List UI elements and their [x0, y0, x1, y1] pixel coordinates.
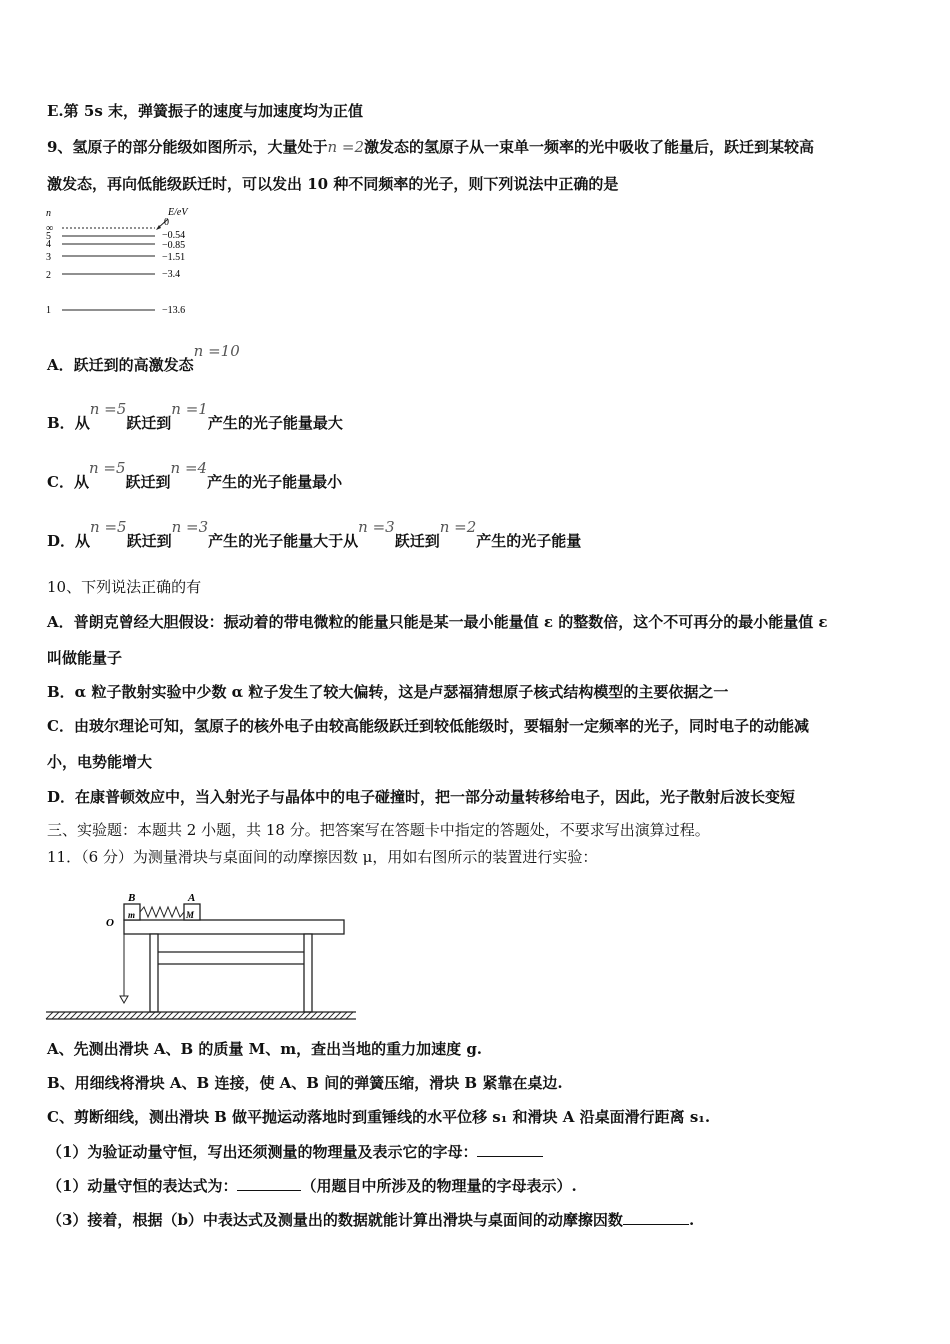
- answer-blank-2[interactable]: [237, 1176, 301, 1191]
- q11-stem: 11．（6 分）为测量滑块与桌面间的动摩擦因数 μ，用如右图所示的装置进行实验：: [47, 848, 598, 866]
- q9-option-d: D．从n =5跃迁到n =3产生的光子能量大于从n =3跃迁到n =2产生的光子能量: [47, 518, 582, 550]
- level-e-5: −0.54: [162, 230, 186, 241]
- q9-option-c: C．从n =5跃迁到n =4产生的光子能量最小: [47, 459, 343, 491]
- level-e-inf: 0: [164, 217, 169, 228]
- level-n-5: 5: [46, 231, 51, 242]
- block-b-mass: m: [128, 910, 136, 920]
- answer-blank-3[interactable]: [623, 1210, 689, 1225]
- level-e-2: −3.4: [162, 269, 181, 280]
- q9-stem-line1: 9、氢原子的部分能级如图所示，大量处于n =2激发态的氢原子从一束单一频率的光中吸收了能量后，跃迁到某较高: [47, 138, 815, 156]
- q9-option-b: B．从n =5跃迁到n =1产生的光子能量最大: [47, 400, 343, 432]
- q8-option-e: E.第 5s 末，弹簧振子的速度与加速度均为正值: [47, 102, 363, 120]
- q9-option-a: A．跃迁到的高激发态n =10: [47, 342, 240, 374]
- q10-option-a-line1: A．普朗克曾经大胆假设：振动着的带电微粒的能量只能是某一最小能量值 ε 的整数倍，这个不可再分的最小能量值 ε: [47, 613, 828, 631]
- q9-math-n2: n =2: [327, 138, 364, 156]
- q10-option-c-line2: 小，电势能增大: [47, 753, 153, 771]
- level-e-1: −13.6: [162, 305, 186, 316]
- q11-part-1a: （1）为验证动量守恒，写出还须测量的物理量及表示它的字母：: [47, 1142, 543, 1162]
- q11-step-b: B、用细线将滑块 A、B 连接，使 A、B 间的弹簧压缩，滑块 B 紧靠在桌边.: [47, 1074, 563, 1092]
- level-n-inf: ∞: [46, 223, 54, 234]
- q10-stem: 10、下列说法正确的有: [47, 578, 202, 596]
- level-n-4: 4: [46, 239, 51, 250]
- q11-part-1b: （1）动量守恒的表达式为： （用题目中所涉及的物理量的字母表示）.: [47, 1177, 577, 1195]
- level-n-3: 3: [46, 252, 51, 263]
- q11-part-3: （3）接着，根据（b）中表达式及测量出的数据就能计算出滑块与桌面间的动摩擦因数 .: [47, 1211, 695, 1229]
- level-n-2: 2: [46, 270, 51, 281]
- answer-blank-1[interactable]: [477, 1142, 543, 1157]
- q10-option-a-line2: 叫做能量子: [47, 649, 123, 667]
- energy-level-diagram: [40, 203, 210, 323]
- level-e-3: −1.51: [162, 252, 186, 263]
- section-3-heading: 三、实验题：本题共 2 小题，共 18 分。把答案写在答题卡中指定的答题处，不要求写出演算过程。: [47, 821, 710, 839]
- q10-option-b: B．α 粒子散射实验中少数 α 粒子发生了较大偏转，这是卢瑟福猜想原子核式结构模型的主要依据之一: [47, 683, 729, 701]
- apparatus-diagram: [44, 888, 364, 1024]
- label-b: B: [128, 892, 136, 904]
- q10-option-d: D．在康普顿效应中，当入射光子与晶体中的电子碰撞时，把一部分动量转移给电子，因此，光子散射后波长变短: [47, 788, 796, 806]
- level-e-4: −0.85: [162, 240, 186, 251]
- q11-step-c: C、剪断细线，测出滑块 B 做平抛运动落地时到重锤线的水平位移 s₁ 和滑块 A 沿桌面滑行距离 s₁.: [47, 1108, 711, 1126]
- q9-stem-line2: 激发态，再向低能级跃迁时，可以发出 10 种不同频率的光子，则下列说法中正确的是: [47, 175, 619, 193]
- q11-step-a: A、先测出滑块 A、B 的质量 M、m，查出当地的重力加速度 g.: [47, 1040, 483, 1058]
- label-a: A: [188, 892, 196, 904]
- diagram-e-label: E/eV: [168, 207, 188, 218]
- block-a-mass: M: [186, 910, 195, 920]
- diagram-n-label: n: [46, 208, 51, 219]
- level-n-1: 1: [46, 305, 51, 316]
- label-o: O: [106, 917, 114, 929]
- q10-option-c-line1: C．由玻尔理论可知，氢原子的核外电子由较高能级跃迁到较低能级时，要辐射一定频率的光子，同时电子的动能减: [47, 717, 809, 735]
